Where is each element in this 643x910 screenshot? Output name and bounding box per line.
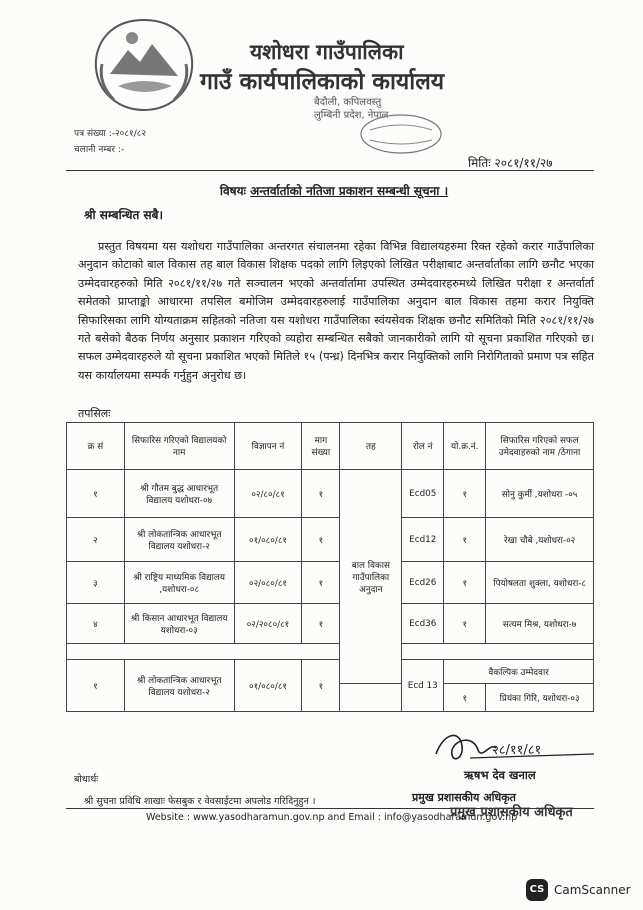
subject-label: विषयः (219, 184, 246, 198)
signer-stamp: प्रमुख प्रशासकीय अधिकृत (450, 805, 573, 820)
it-section-note: श्री सुचना प्रविधि शाखाः फेसबुक र वेवसाईटमा अपलोड गरिदिनुहुन । (84, 796, 316, 807)
table-row (67, 562, 594, 604)
spacer-cell (402, 644, 594, 660)
cell-merit: १ (444, 470, 486, 518)
header-merit: यो.क्र.नं. (444, 423, 486, 470)
letter-number: पत्र संख्या :-२०८१/८२ (74, 129, 147, 139)
cell-roll: Ecd12 (402, 518, 444, 562)
address-line-2: लुम्बिनी प्रदेश, नेपाल (314, 110, 389, 121)
cell-ad-no: ०२/०८०/८१ (234, 562, 302, 604)
cell-school: श्री लोकतान्त्रिक आधारभूत विद्यालय यशोधरा-२ (124, 518, 234, 562)
alternate-heading: वैकल्पिक उम्मेदवार (444, 660, 594, 684)
cell-roll: Ecd 13 (402, 660, 444, 712)
header-ad-no: विज्ञापन नं (234, 423, 302, 470)
camscanner-watermark (526, 879, 642, 901)
results-table (66, 422, 594, 712)
cell-merit: १ (444, 562, 486, 604)
website-email-line: Website : www.yasodharamun.gov.np and Email : info@yasodharamun.gov.np (146, 812, 518, 823)
header-demand: माग संख्या (302, 423, 340, 470)
cell-ad-no: ०१/०८०/८१ (234, 518, 302, 562)
office-name: गाउँ कार्यपालिकाको कार्यालय (200, 69, 445, 95)
table-row (67, 604, 594, 644)
cell-candidate: रेखा चौबे ,यशोधरा-०२ (486, 518, 594, 562)
salutation: श्री सम्बन्धित सबै। (84, 208, 163, 222)
cell-merit: १ (444, 518, 486, 562)
table-header-row (67, 423, 594, 470)
cell-school: श्री गौतम बुद्ध आधारभूत विद्यालय यशोधरा-०७ (124, 470, 234, 518)
cell-demand: १ (302, 660, 340, 712)
camscanner-label: CamScanner (554, 883, 631, 897)
cell-roll: Ecd05 (402, 470, 444, 518)
table-row (67, 470, 594, 518)
signer-title: प्रमुख प्रशासकीय अधिकृत (412, 791, 516, 804)
subject-line (74, 182, 594, 199)
cell-school: श्री राष्ट्रिय माध्यमिक विद्यालय ,यशोधरा-०८ (124, 562, 234, 604)
government-emblem-icon (88, 14, 200, 114)
cell-candidate: सोनु कुर्मी ,यशोधरा -०५ (486, 470, 594, 518)
cell-school: श्री लोकतान्त्रिक आधारभूत विद्यालय यशोधरा-२ (124, 660, 234, 712)
subject-text: अन्तर्वार्ताको नतिजा प्रकाशन सम्बन्धी सूचना । (250, 184, 449, 198)
header-roll: रोल नं (402, 423, 444, 470)
bodharth-label: बोधार्थः (74, 774, 99, 785)
table-spacer-row (67, 644, 594, 660)
cell-sn: २ (67, 518, 125, 562)
cell-roll: Ecd36 (402, 604, 444, 644)
cell-merit: १ (444, 604, 486, 644)
cell-demand: १ (302, 562, 340, 604)
header-sn: क्र सं (67, 423, 125, 470)
header-school: सिफारिस गरिएको विद्यालयको नाम (124, 423, 234, 470)
cell-candidate: सत्यम मिश्र, यशोधरा-७ (486, 604, 594, 644)
cell-demand: १ (302, 518, 340, 562)
letter-date: मितिः २०८१/११/२७ (468, 156, 553, 170)
cell-school: श्री किसान आधारभूत विद्यालय यशोधरा-०३ (124, 604, 234, 644)
office-stamp-icon (358, 112, 444, 156)
cell-level: बाल विकास गाउँपालिका अनुदान (340, 470, 402, 684)
cell-candidate: पियोषलता शुक्ला, यशोधरा-८ (486, 562, 594, 604)
spacer-cell (67, 644, 340, 660)
cell-level-empty (340, 684, 402, 712)
cell-ad-no: ०१/०८०/८१ (234, 660, 302, 712)
footer-divider (66, 808, 594, 809)
header-level: तह (340, 423, 402, 470)
table-row (67, 518, 594, 562)
signer-name: ऋषभ देव खनाल (464, 768, 536, 782)
body-paragraph: प्रस्तुत विषयमा यस यशोधरा गाउँपालिका अन्तरगत संचालनमा रहेका विभिन्न विद्यालयहरुमा रिक्त रहेको करार गाउँपालिका अनुदान कोटाको बाल विकास तह बाल विकास शिक्षक पदको लागि लिइएको लिखित परीक्षाबाट अन्तर्वार्ताका लागि छनौट भएका उम्मेदवारहरुको मिति २०८१/११/२७ गते सञ्चालन भएको अन्तर्वार्तामा उपस्थित उम्मेदवारहरुमध्ये लिखित परीक्षा र अन्तर्वार्ता समेतको प्राप्ताङ्को आधारमा तपसिल बमोजिम उम्मेदवारहरुलाई गाउँपालिका अनुदान बाल विकास तहमा करार नियुक्ति सिफारिसका लागि योग्यताक्रम सहितको नतिजा यस यशोधरा गाउँपालिका स्वंयसेवक शिक्षक छनौट समितिको मिति २०८१/११/२७ गते बसेको बैठक निर्णय अनुसार प्रकाशन गरिएको व्यहोरा सम्बन्धित सबैको जानकारीको लागि यो सूचना प्रकाशित गरिएको छ। सफल उम्मेदवारहरुले यो सूचना प्रकाशित भएको मितिले १५ (पन्ध्र) दिनभित्र करार नियुक्तिको लागि निरोगिताको प्रमाण पत्र सहित यस कार्यालयमा सम्पर्क गर्नुहुन अनुरोध छ। (78, 240, 594, 382)
cell-candidate: प्रियंका गिरि, यशोधरा-०३ (486, 684, 594, 712)
municipality-name: यशोधरा गाउँपालिका (250, 40, 404, 64)
signature-date: २८/११/८१ (492, 743, 542, 758)
dispatch-number: चलानी नम्बर :- (74, 145, 125, 155)
cell-ad-no: ०२/८०/८१ (234, 470, 302, 518)
header-divider (66, 170, 594, 171)
cell-sn: १ (67, 470, 125, 518)
cell-sn: ४ (67, 604, 125, 644)
signature-icon (430, 724, 600, 768)
cell-sn: ३ (67, 562, 125, 604)
cell-merit: १ (444, 684, 486, 712)
address-line-1: बैदौली, कपिलवस्तु (314, 97, 382, 108)
cell-roll: Ecd26 (402, 562, 444, 604)
cell-demand: १ (302, 470, 340, 518)
cell-sn: १ (67, 660, 125, 712)
cell-demand: १ (302, 604, 340, 644)
header-candidate: सिफारिस गरिएको सफल उमेदवाहरुको नाम /ठेगाना (486, 423, 594, 470)
alternate-row-top (67, 660, 594, 684)
camscanner-logo-icon: CS (526, 879, 548, 901)
tapsil-label: तपसिलः (78, 407, 111, 420)
cell-ad-no: ०२/२०८०/८१ (234, 604, 302, 644)
